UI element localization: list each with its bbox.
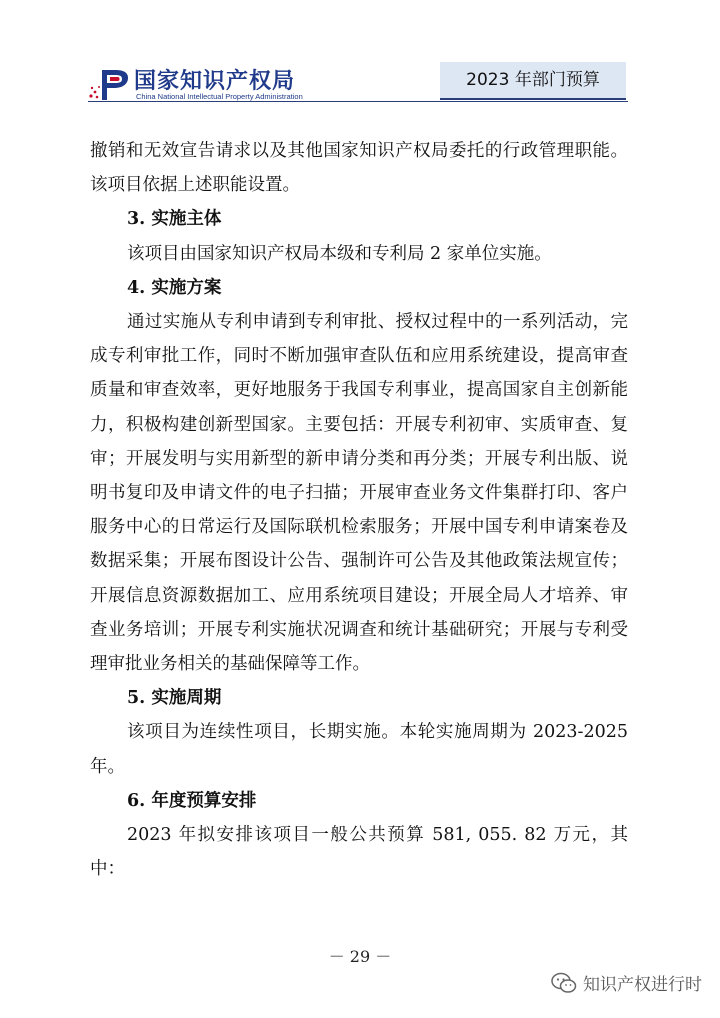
paragraph-continuation: 撤销和无效宣告请求以及其他国家知识产权局委托的行政管理职能。该项目依据上述职能设置。 bbox=[90, 141, 628, 196]
section-heading-budget: 6. 年度预算安排 bbox=[127, 790, 257, 811]
section-heading-plan: 4. 实施方案 bbox=[127, 277, 222, 298]
paragraph-implementer: 该项目由国家知识产权局本级和专利局 2 家单位实施。 bbox=[127, 243, 552, 264]
section-heading-period: 5. 实施周期 bbox=[127, 688, 222, 709]
org-name-en: China National Intellectual Property Administration bbox=[136, 92, 303, 101]
doc-label: 2023 年部门预算 bbox=[440, 62, 626, 100]
paragraph-period: 该项目为连续性项目，长期实施。本轮实施周期为 2023-2025 年。 bbox=[90, 722, 628, 777]
page-number: － 29 － bbox=[328, 947, 392, 966]
paragraph-plan: 通过实施从专利申请到专利审批、授权过程中的一系列活动，完成专利审批工作，同时不断加强审查队伍和应用系统建设，提高审查质量和审查效率，更好地服务于我国专利事业，提高国家自主创新能力，积极构建创新型国家。主要包括：开展专利初审、实质审查、复审；开展发明与实用新型的新申请分类和再分类；开展专利出版、说明书复印及申请文件的电子扫描；开展审查业务文件集群打印、客户服务中心的日常运行及国际联机检索服务；开展中国专利申请案卷及数据采集；开展布图设计公告、强制许可公告及其他政策法规宣传；开展信息资源数据加工、应用系统项目建设；开展全局人才培养、审查业务培训；开展专利实施状况调查和统计基础研究；开展与专利受理审批业务相关的基础保障等工作。 bbox=[90, 312, 628, 675]
watermark bbox=[551, 970, 702, 995]
cnipa-logo-icon bbox=[88, 66, 130, 102]
watermark-text: 知识产权进行时 bbox=[583, 975, 702, 995]
wechat-icon bbox=[551, 972, 577, 994]
paragraph-budget: 2023 年拟安排该项目一般公共预算 581, 055. 82 万元，其中： bbox=[90, 825, 628, 880]
document-body bbox=[90, 134, 628, 886]
page-header bbox=[0, 0, 720, 110]
section-heading-implementer: 3. 实施主体 bbox=[127, 209, 222, 230]
org-name-cn: 国家知识产权局 bbox=[134, 69, 296, 94]
header-divider bbox=[88, 101, 628, 102]
